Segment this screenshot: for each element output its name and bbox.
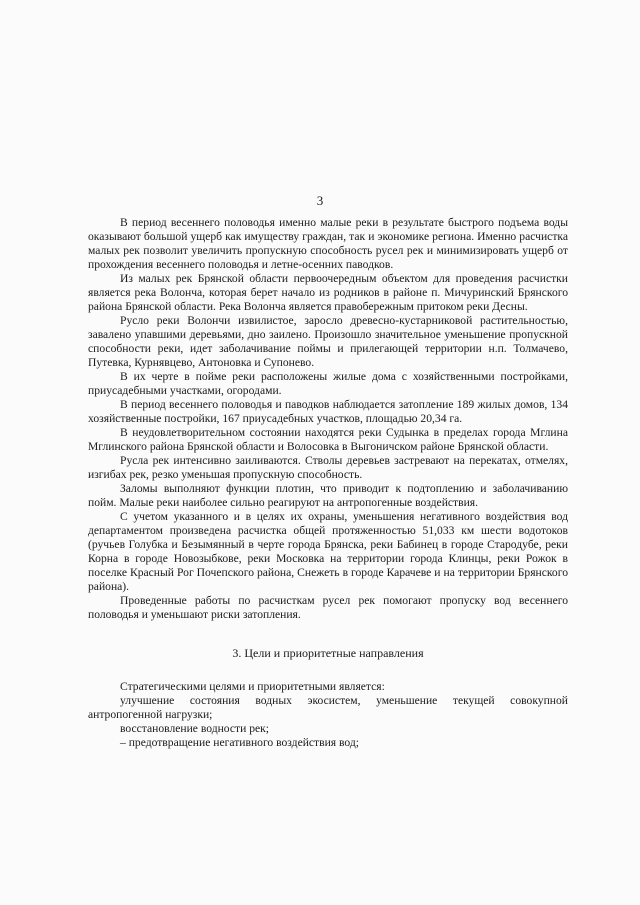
document-body [88, 216, 568, 750]
page-number: 3 [316, 193, 324, 208]
section-title: 3. Цели и приоритетные направления [232, 646, 424, 660]
goal-item: улучшение состояния водных экосистем, уменьшение текущей совокупной антропогенной нагрузки; [88, 694, 568, 721]
paragraph: В их черте в пойме реки расположены жилые дома с хозяйственными постройками, приусадебными участками, огородами. [88, 370, 568, 397]
paragraph: В период весеннего половодья именно малые реки в результате быстрого подъема воды оказывают большой ущерб как имуществу граждан, так и экономике региона. Именно расчистка малых рек позволит увеличить пропускную способность русел рек и минимизировать ущерб от прохождения весеннего половодья и летне-осенних паводков. [88, 216, 568, 271]
paragraph: С учетом указанного и в целях их охраны, уменьшения негативного воздействия вод департаментом произведена расчистка общей протяженностью 51,033 км шести водотоков (ручьев Голубка и Безымянный в черте города Брянска, реки Бабинец в городе Стародубе, реки Корна в городе Новозыбкове, реки Московка на территории города Клинцы, реки Рожок в поселке Красный Рог Почепского района, Снежеть в городе Карачеве и на территории Брянского района). [88, 510, 568, 593]
paragraph: Из малых рек Брянской области первоочередным объектом для проведения расчистки является река Волонча, которая берет начало из родников в районе п. Мичуринский Брянского района Брянской области. Река Волонча является правобережным притоком реки Десны. [88, 272, 568, 313]
goals-intro: Стратегическими целями и приоритетными является: [120, 680, 385, 693]
paragraph: В неудовлетворительном состоянии находятся реки Судынка в пределах города Мглина Мглинского района Брянской области и Волосовка в Выгоничском районе Брянской области. [88, 426, 568, 453]
paragraph: Русла рек интенсивно заиливаются. Стволы деревьев застревают на перекатах, отмелях, изгибах рек, резко уменьшая пропускную способность. [88, 454, 568, 481]
goal-item: – предотвращение негативного воздействия вод; [120, 736, 360, 749]
paragraph: Русло реки Волончи извилистое, заросло древесно-кустарниковой растительностью, завалено упавшими деревьями, дно заилено. Произошло значительное уменьшение пропускной способности реки, идет заболачивание поймы и прилегающей территории н.п. Толмачево, Путевка, Курнявцево, Антоновка и Супонево. [88, 314, 568, 369]
paragraph: Заломы выполняют функции плотин, что приводит к подтоплению и заболачиванию пойм. Малые реки наиболее сильно реагируют на антропогенные воздействия. [88, 482, 568, 509]
paragraph: В период весеннего половодья и паводков наблюдается затопление 189 жилых домов, 134 хозяйственные постройки, 167 приусадебных участков, площадью 20,34 га. [88, 398, 568, 425]
goal-item: восстановление водности рек; [120, 722, 269, 735]
paragraph: Проведенные работы по расчисткам русел рек помогают пропуску вод весеннего половодья и уменьшают риски затопления. [88, 594, 568, 621]
